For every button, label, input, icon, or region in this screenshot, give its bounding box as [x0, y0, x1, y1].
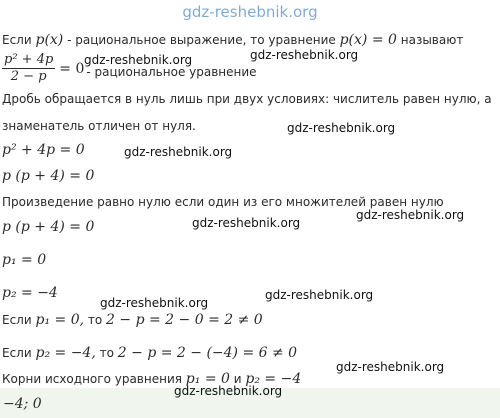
answer-text: −4; 0 — [3, 396, 42, 412]
watermark: gdz-reshebnik.org — [250, 48, 359, 62]
watermark: gdz-reshebnik.org — [336, 360, 445, 374]
math-segment: 2 − p = 2 − 0 = 2 ≠ 0 — [106, 312, 263, 328]
watermark: gdz-reshebnik.org — [356, 208, 465, 222]
text-segment: - рациональное выражение, то уравнение — [67, 33, 336, 47]
fraction-numerator: p² + 4p — [4, 52, 54, 67]
math-segment: p₂ = −4, — [35, 345, 96, 361]
root-line: p₂ = −4 — [2, 285, 58, 301]
intro-line — [2, 31, 463, 49]
watermark: gdz-reshebnik.org — [174, 384, 283, 398]
watermark-top: gdz-reshebnik.org — [182, 3, 318, 21]
watermark: gdz-reshebnik.org — [192, 216, 301, 230]
check-line — [2, 344, 297, 362]
text-segment: Если — [2, 33, 32, 47]
text-segment: называют — [400, 33, 464, 47]
math-segment: p₁ = 0 — [185, 371, 230, 387]
watermark: gdz-reshebnik.org — [265, 288, 374, 302]
text-segment: - рациональное уравнение — [86, 64, 257, 79]
text-segment: и — [233, 372, 242, 386]
math-segment: p(x) — [35, 32, 64, 48]
math-segment: 2 − p = 2 − (−4) = 6 ≠ 0 — [117, 345, 298, 361]
watermark: gdz-reshebnik.org — [84, 53, 193, 67]
text-segment: то — [99, 346, 114, 360]
equation-line: p (p + 4) = 0 — [2, 219, 95, 235]
equation-line: p (p + 4) = 0 — [2, 168, 95, 184]
watermark: gdz-reshebnik.org — [287, 121, 396, 135]
text-segment: Если — [2, 346, 32, 360]
fraction-denominator: 2 − p — [10, 69, 47, 84]
math-segment: p₂ = −4 — [245, 371, 302, 387]
text-segment: Корни исходного уравнения — [2, 372, 182, 386]
rule-line: Произведение равно нулю если один из его множителей равен нулю — [2, 195, 444, 209]
fraction-equals: = 0 — [59, 60, 85, 77]
math-segment: p(x) = 0 — [339, 32, 397, 48]
watermark: gdz-reshebnik.org — [100, 296, 209, 310]
text-segment: Если — [2, 313, 32, 327]
condition-line: знаменатель отличен от нуля. — [2, 119, 196, 133]
equation-line: p² + 4p = 0 — [2, 142, 85, 158]
text-segment: то — [87, 313, 103, 327]
check-line — [2, 311, 263, 329]
root-line: p₁ = 0 — [2, 252, 47, 268]
math-segment: p₁ = 0, — [35, 312, 85, 328]
watermark: gdz-reshebnik.org — [124, 145, 233, 159]
condition-line: Дробь обращается в нуль лишь при двух условиях: числитель равен нулю, а — [2, 92, 492, 106]
fraction — [2, 52, 55, 85]
